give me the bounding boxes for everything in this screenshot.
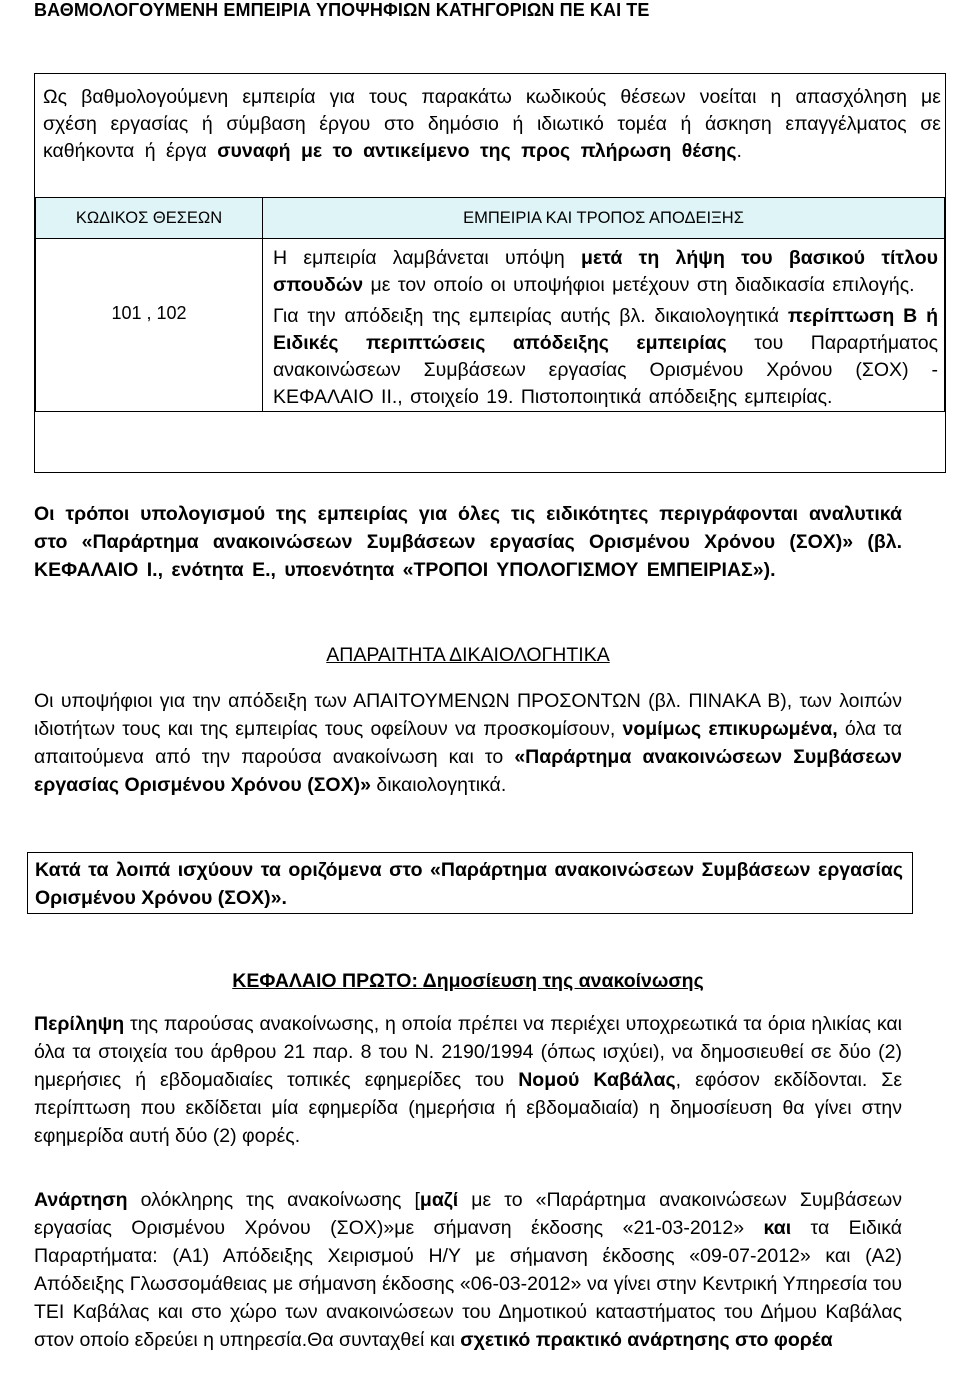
- summary-bold: Περίληψη: [34, 1013, 125, 1035]
- posting-text-c: τα Ειδικά Παραρτήματα: (Α1) Απόδειξης Χειρισμού Η/Υ με σήμανση έκδοσης «09-07-2012» και (Α2) Απόδειξης Γλωσσομάθειας με σήμανση έκδοσης «06-03-2012» να γίνει στην Κεντρική Υπηρεσία του ΤΕΙ Καβάλας και στο χώρο των ανακοινώσεων του Δημοτικού καταστήματος του Δήμου Καβάλας στον οποίο εδρεύει η υπηρεσία.Θα συνταχθεί και: [34, 1217, 902, 1351]
- experience-p2: [273, 303, 938, 411]
- chapter-label: ΚΕΦΑΛΑΙΟ ΠΡΩΤΟ:: [232, 970, 418, 992]
- calculation-paragraph: Οι τρόποι υπολογισμού της εμπειρίας για όλες τις ειδικότητες περιγράφονται αναλυτικά στο «Παράρτημα ανακοινώσεων Συμβάσεων εργασίας Ορισμένου Χρόνου (ΣΟΧ)» (βλ. ΚΕΦΑΛΑΙΟ Ι., ενότητα Ε., υποενότητα «ΤΡΟΠΟΙ ΥΠΟΛΟΓΙΣΜΟΥ ΕΜΠΕΙΡΙΑΣ»).: [34, 503, 902, 581]
- position-codes: 101 , 102: [111, 303, 187, 323]
- docs-text-a: Οι υποψήφιοι για την απόδειξη των ΑΠΑΙΤΟΥΜΕΝΩΝ ΠΡΟΣΟΝΤΩΝ (βλ. ΠΙΝΑΚΑ Β), των λοιπών ιδιοτήτων τους και της εμπειρίας τους οφείλουν να προσκομίσουν,: [34, 690, 902, 740]
- required-documents-title: ΑΠΑΡΑΙΤΗΤΑ ΔΙΚΑΙΟΛΟΓΗΤΙΚΑ: [326, 644, 610, 666]
- docs-bold-2: «Παράρτημα ανακοινώσεων Συμβάσεων εργασίας Ορισμένου Χρόνου (ΣΟΧ)»: [34, 746, 902, 796]
- posting-bold-2: μαζί: [419, 1189, 459, 1211]
- summary-text-b: , εφόσον εκδίδονται. Σε περίπτωση που εκδίδεται μία εφημερίδα (ημερήσια ή εβδομαδιαία) η δημοσίευση θα γίνει στην εφημερίδα αυτή δύο (2) φορές.: [34, 1069, 903, 1147]
- document-title: ΒΑΘΜΟΛΟΓΟΥΜΕΝΗ ΕΜΠΕΙΡΙΑ ΥΠΟΨΗΦΙΩΝ ΚΑΤΗΓΟΡΙΩΝ ΠΕ ΚΑΙ ΤΕ: [34, 0, 650, 20]
- experience-table: [35, 197, 945, 412]
- experience-box: [34, 73, 946, 473]
- posting-paragraph: [34, 1186, 902, 1354]
- intro-text: Ως βαθμολογούμενη εμπειρία για τους παρακάτω κωδικούς θέσεων νοείται η απασχόληση με σχέση εργασίας ή σύμβαση έργου στο δημόσιο ή ιδιωτικό τομέα ή άσκηση επαγγέλματος σε καθήκοντα ή έργα: [43, 86, 941, 162]
- posting-bold: Ανάρτηση: [34, 1189, 128, 1211]
- notice-box: [27, 852, 913, 914]
- intro-bold: συναφή με το αντικείμενο της προς πλήρωση θέσης: [217, 140, 737, 162]
- posting-bold-3: και: [763, 1217, 792, 1239]
- intro-end: .: [736, 140, 742, 162]
- docs-bold-1: νομίμως επικυρωμένα,: [622, 718, 838, 740]
- table-row: [36, 239, 945, 412]
- p2-text-a: Για την απόδειξη της εμπειρίας αυτής βλ. δικαιολογητικά: [273, 305, 788, 327]
- summary-bold-2: Νομού Καβάλας: [518, 1069, 676, 1091]
- posting-text-a: ολόκληρης της ανακοίνωσης [: [127, 1189, 420, 1211]
- posting-bold-4: σχετικό πρακτικό ανάρτησης στο φορέα: [460, 1329, 833, 1351]
- header-experience: ΕΜΠΕΙΡΙΑ ΚΑΙ ΤΡΟΠΟΣ ΑΠΟΔΕΙΞΗΣ: [263, 198, 945, 239]
- header-code: ΚΩΔΙΚΟΣ ΘΕΣΕΩΝ: [36, 198, 263, 239]
- docs-text-c: δικαιολογητικά.: [370, 774, 507, 796]
- summary-text-a: της παρούσας ανακοίνωσης, η οποία πρέπει να περιέχει υποχρεωτικά τα όρια ηλικίας και όλα τα στοιχεία του άρθρου 21 παρ. 8 του Ν. 2190/1994 (όπως ισχύει), να δημοσιευθεί σε δύο (2) ημερήσιες ή εβδομαδιαίες τοπικές εφημερίδες του: [34, 1013, 902, 1091]
- docs-text-b: όλα τα απαιτούμενα από την παρούσα ανακοίνωση και το: [34, 718, 902, 768]
- experience-cell: [263, 239, 945, 412]
- experience-p1: [273, 245, 938, 299]
- p1-bold: μετά τη λήψη του βασικού τίτλου σπουδών: [273, 247, 939, 296]
- chapter-title: Δημοσίευση της ανακοίνωσης: [422, 970, 704, 992]
- p2-text-b: του Παραρτήματος ανακοινώσεων Συμβάσεων εργασίας Ορισμένου Χρόνου (ΣΟΧ) - ΚΕΦΑΛΑΙΟ ΙΙ., στοιχείο 19. Πιστοποιητικά απόδειξης εμπειρίας.: [273, 332, 938, 408]
- required-documents-paragraph: [34, 687, 902, 799]
- intro-paragraph: [43, 84, 941, 165]
- p2-bold: περίπτωση Β ή Ειδικές περιπτώσεις απόδειξης εμπειρίας: [273, 305, 938, 354]
- p1-text-a: Η εμπειρία λαμβάνεται υπόψη: [273, 247, 581, 269]
- chapter-one-title: [0, 970, 936, 993]
- p1-text-b: με τον οποίο οι υποψήφιοι μετέχουν στη διαδικασία επιλογής.: [363, 274, 915, 296]
- posting-text-b: με το «Παράρτημα ανακοινώσεων Συμβάσεων εργασίας Ορισμένου Χρόνου (ΣΟΧ)»με σήμανση έκδοσης «21-03-2012»: [34, 1189, 902, 1239]
- code-cell: [36, 239, 263, 412]
- summary-paragraph: [34, 1010, 902, 1150]
- table-header-row: [36, 198, 945, 239]
- notice-text: Κατά τα λοιπά ισχύουν τα οριζόμενα στο «Παράρτημα ανακοινώσεων Συμβάσεων εργασίας Ορισμένου Χρόνου (ΣΟΧ)».: [35, 859, 903, 909]
